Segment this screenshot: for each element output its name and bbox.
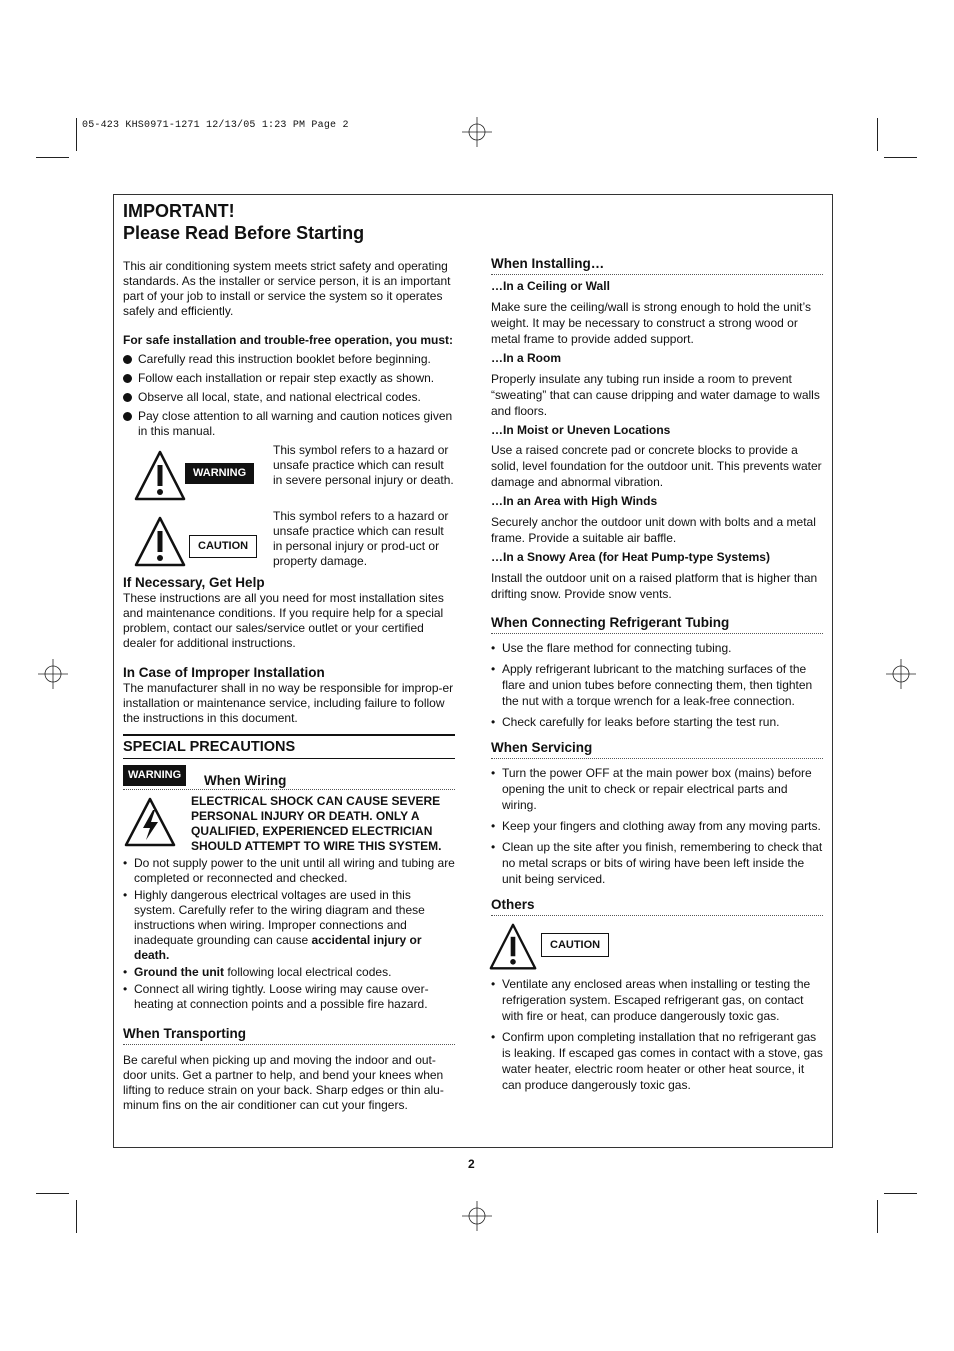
- crop-mark: [877, 118, 878, 151]
- list-item: • Do not supply power to the unit until all wiring and tubing are completed or reconnected and checked.: [123, 856, 455, 886]
- transport-heading: When Transporting: [123, 1026, 455, 1045]
- list-item: • Connect all wiring tightly. Loose wiring may cause over-heating at connection points and a possible fire hazard.: [123, 982, 455, 1012]
- electrical-shock-icon: [123, 796, 177, 848]
- servicing-list: [491, 765, 823, 887]
- list-item: • Ground the unit following local electrical codes.: [123, 965, 455, 980]
- safe-list: [123, 352, 455, 439]
- list-item: • Highly dangerous electrical voltages are used in this system. Carefully refer to the wiring diagram and these instructions when wiring. Improper connections and inadequate grounding can cause accidental injury or death.: [123, 888, 455, 963]
- servicing-heading: When Servicing: [491, 740, 823, 759]
- wiring-heading-row: [123, 765, 455, 790]
- intro-paragraph: This air conditioning system meets strict safety and operating standards. As the installer or service person, it is an important part of your job to install or service the system so it operates safely and efficiently.: [123, 259, 451, 318]
- warning-triangle-icon: [488, 922, 538, 972]
- printer-slug: 05-423 KHS0971-1271 12/13/05 1:23 PM Page 2: [82, 120, 349, 131]
- moist-paragraph: Use a raised concrete pad or concrete blocks to provide a solid, level foundation for the outdoor unit. This prevents water damage and abnormal vibration.: [491, 443, 822, 489]
- crop-mark: [884, 1193, 917, 1194]
- left-column: [123, 200, 455, 1113]
- snow-paragraph: Install the outdoor unit on a raised platform that is higher than drifting snow. Provide snow vents.: [491, 571, 818, 601]
- registration-mark-icon: [886, 659, 916, 689]
- list-item: Carefully read this instruction booklet before beginning.: [123, 352, 455, 367]
- list-item: • Check carefully for leaks before starting the test run.: [491, 714, 823, 730]
- wind-heading: …In an Area with High Winds: [491, 494, 658, 508]
- room-heading: …In a Room: [491, 351, 562, 365]
- crop-mark: [36, 1193, 69, 1194]
- help-heading: If Necessary, Get Help: [123, 575, 265, 590]
- list-item: Observe all local, state, and national electrical codes.: [123, 390, 455, 405]
- ceiling-heading: …In a Ceiling or Wall: [491, 279, 610, 293]
- right-column: [491, 200, 823, 1098]
- shock-block: [123, 794, 455, 854]
- wiring-list: [123, 856, 455, 1012]
- special-precautions-heading: SPECIAL PRECAUTIONS: [123, 734, 455, 759]
- installing-heading: When Installing…: [491, 256, 823, 275]
- title-line-1: IMPORTANT!: [123, 201, 235, 221]
- warning-triangle-icon: [133, 449, 187, 503]
- others-heading: Others: [491, 897, 823, 916]
- improper-paragraph: The manufacturer shall in no way be responsible for improp-er installation or maintenance service, including failure to follow the instructions in this document.: [123, 681, 454, 725]
- list-item: • Use the flare method for connecting tubing.: [491, 640, 823, 656]
- registration-mark-icon: [462, 117, 492, 147]
- caution-label: CAUTION: [189, 535, 257, 558]
- improper-heading: In Case of Improper Installation: [123, 665, 325, 680]
- list-item: • Apply refrigerant lubricant to the matching surfaces of the flare and union tubes before connecting them, then tighten the nut with a torque wrench for a leak-free connection.: [491, 661, 823, 709]
- warning-label: WARNING: [185, 463, 254, 484]
- caution-description: This symbol refers to a hazard or unsafe practice which can result in personal injury or prod-uct or property damage.: [273, 509, 449, 568]
- wind-paragraph: Securely anchor the outdoor unit down with bolts and a metal frame. Provide a suitable air baffle.: [491, 515, 816, 545]
- list-item: • Ventilate any enclosed areas when installing or testing the refrigeration system. Escaped refrigerant gas, on contact with fire or heat, can produce dangerously toxic gas.: [491, 976, 823, 1024]
- caution-symbol-block: [123, 509, 455, 571]
- tubing-list: [491, 640, 823, 730]
- list-item: Pay close attention to all warning and caution notices given in this manual.: [123, 409, 455, 439]
- warning-description: This symbol refers to a hazard or unsafe practice which can result in severe personal injury or death.: [273, 443, 454, 487]
- warning-symbol-block: [123, 443, 455, 505]
- crop-mark: [884, 157, 917, 158]
- others-caution-block: [491, 920, 823, 976]
- moist-heading: …In Moist or Uneven Locations: [491, 423, 671, 437]
- warning-triangle-icon: [133, 515, 187, 569]
- safe-heading: For safe installation and trouble-free operation, you must:: [123, 333, 454, 347]
- registration-mark-icon: [38, 659, 68, 689]
- crop-mark: [76, 118, 77, 151]
- tubing-heading: When Connecting Refrigerant Tubing: [491, 615, 823, 634]
- transport-paragraph: Be careful when picking up and moving the indoor and out-door units. Get a partner to help, and bend your knees when lifting to reduce strain on your back. Sharp edges or thin alu-minum fins on the air conditioner can cut your fingers.: [123, 1053, 444, 1112]
- room-paragraph: Properly insulate any tubing run inside a room to prevent “sweating” that can cause dripping and water damage to walls and floors.: [491, 372, 820, 418]
- list-item: • Keep your fingers and clothing away from any moving parts.: [491, 818, 823, 834]
- crop-mark: [76, 1200, 77, 1233]
- page-number: 2: [468, 1157, 475, 1171]
- wiring-warning-badge: WARNING: [123, 765, 186, 786]
- help-paragraph: These instructions are all you need for most installation sites and maintenance conditions. If you require help for a special problem, contact our sales/service outlet or your certified dealer for additional instructions.: [123, 591, 444, 650]
- list-item: • Turn the power OFF at the main power box (mains) before opening the unit to check or repair electrical parts and wiring.: [491, 765, 823, 813]
- wiring-heading: When Wiring: [204, 773, 287, 788]
- others-list: [491, 976, 823, 1093]
- crop-mark: [877, 1200, 878, 1233]
- list-item: • Clean up the site after you finish, remembering to check that no metal scraps or bits of wiring have been left inside the unit being serviced.: [491, 839, 823, 887]
- ceiling-paragraph: Make sure the ceiling/wall is strong enough to hold the unit’s weight. It may be necessary to construct a strong wood or metal frame to provide added support.: [491, 300, 811, 346]
- registration-mark-icon: [462, 1201, 492, 1231]
- title-line-2: Please Read Before Starting: [123, 223, 365, 243]
- shock-warning-text: ELECTRICAL SHOCK CAN CAUSE SEVERE PERSONAL INJURY OR DEATH. ONLY A QUALIFIED, EXPERIENCED ELECTRICIAN SHOULD ATTEMPT TO WIRE THIS SYSTEM.: [191, 794, 442, 853]
- list-item: Follow each installation or repair step exactly as shown.: [123, 371, 455, 386]
- others-caution-label: CAUTION: [541, 933, 609, 957]
- snow-heading: …In a Snowy Area (for Heat Pump-type Systems): [491, 550, 770, 564]
- list-item: • Confirm upon completing installation that no refrigerant gas is leaking. If escaped gas comes in contact with a stove, gas water heater, electric room heater or other heat source, it can produce dangerously toxic gas.: [491, 1029, 823, 1093]
- crop-mark: [36, 157, 69, 158]
